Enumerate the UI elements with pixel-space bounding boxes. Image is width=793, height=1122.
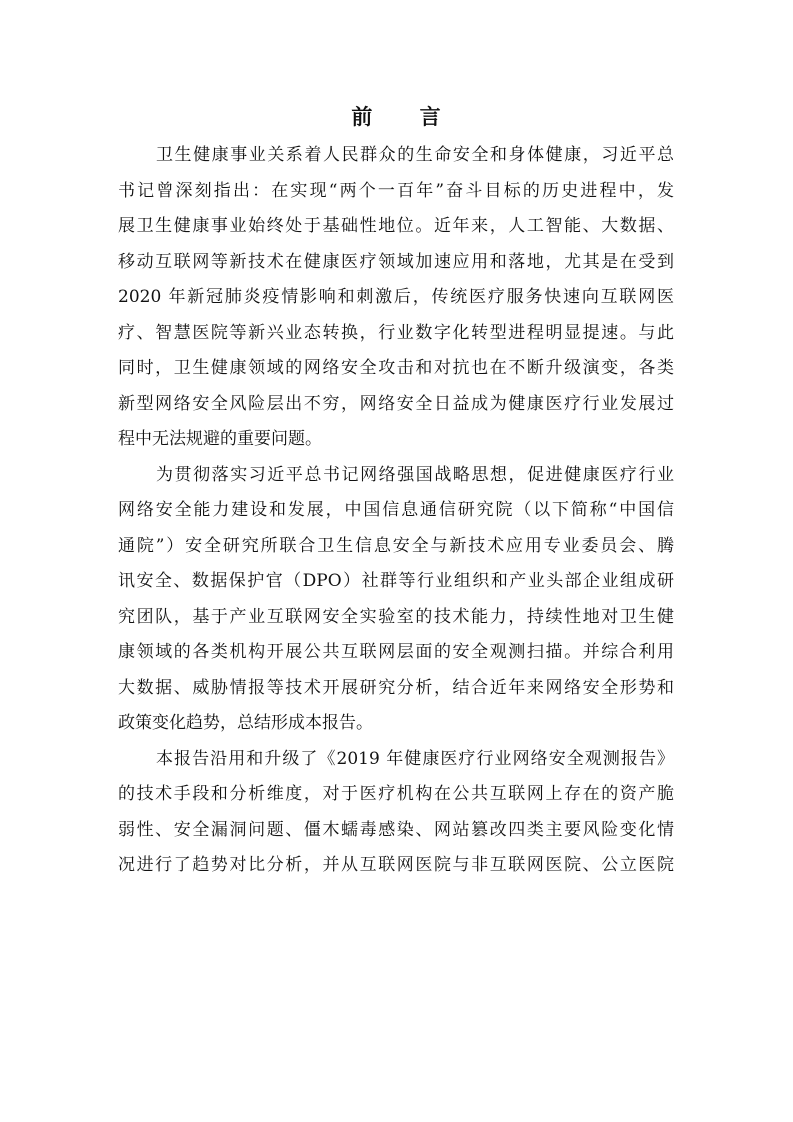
page-title: 前 言 (351, 105, 461, 129)
text-line: 移动互联网等新技术在健康医疗领域加速应用和落地，尤其是在受到 (118, 251, 674, 272)
text-line: 康领域的各类机构开展公共互联网层面的安全观测扫描。并综合利用 (118, 642, 674, 662)
paragraph-1 (118, 138, 674, 458)
text-line: 本报告沿用和升级了《2019 年健康医疗行业网络安全观测报告》 (156, 748, 674, 769)
text-line: 弱性、安全漏洞问题、僵木蠕毒感染、网站篡改四类主要风险变化情 (118, 819, 674, 840)
document-page (118, 96, 674, 884)
text-line: 网络安全能力建设和发展，中国信息通信研究院（以下简称“中国信 (118, 500, 674, 520)
text-line: 的技术手段和分析维度，对于医疗机构在公共互联网上存在的资产脆 (118, 784, 674, 804)
text-line: 书记曾深刻指出：在实现“两个一百年”奋斗目标的历史进程中，发 (118, 180, 674, 201)
paragraph-3 (118, 742, 674, 884)
text-line: 究团队，基于产业互联网安全实验室的技术能力，持续性地对卫生健 (118, 606, 674, 627)
text-line: 为贯彻落实习近平总书记网络强国战略思想，促进健康医疗行业 (156, 464, 674, 485)
text-line: 新型网络安全风险层出不穷，网络安全日益成为健康医疗行业发展过 (118, 393, 674, 414)
text-line: 大数据、威胁情报等技术开展研究分析，结合近年来网络安全形势和 (118, 677, 674, 698)
text-line: 疗、智慧医院等新兴业态转换，行业数字化转型进程明显提速。与此 (118, 322, 674, 343)
text-line: 2020 年新冠肺炎疫情影响和刺激后，传统医疗服务快速向互联网医 (118, 287, 674, 307)
text-line: 通院”）安全研究所联合卫生信息安全与新技术应用专业委员会、腾 (118, 535, 674, 556)
text-line: 况进行了趋势对比分析，并从互联网医院与非互联网医院、公立医院 (118, 855, 674, 875)
text-line: 程中无法规避的重要问题。 (118, 429, 322, 449)
text-line: 卫生健康事业关系着人民群众的生命安全和身体健康，习近平总 (156, 145, 674, 165)
text-line: 政策变化趋势，总结形成本报告。 (118, 713, 373, 733)
text-line: 展卫生健康事业始终处于基础性地位。近年来，人工智能、大数据、 (118, 216, 674, 236)
text-line: 讯安全、数据保护官（DPO）社群等行业组织和产业头部企业组成研 (118, 571, 674, 591)
text-line: 同时，卫生健康领域的网络安全攻击和对抗也在不断升级演变，各类 (118, 358, 674, 378)
paragraph-2 (118, 458, 674, 742)
